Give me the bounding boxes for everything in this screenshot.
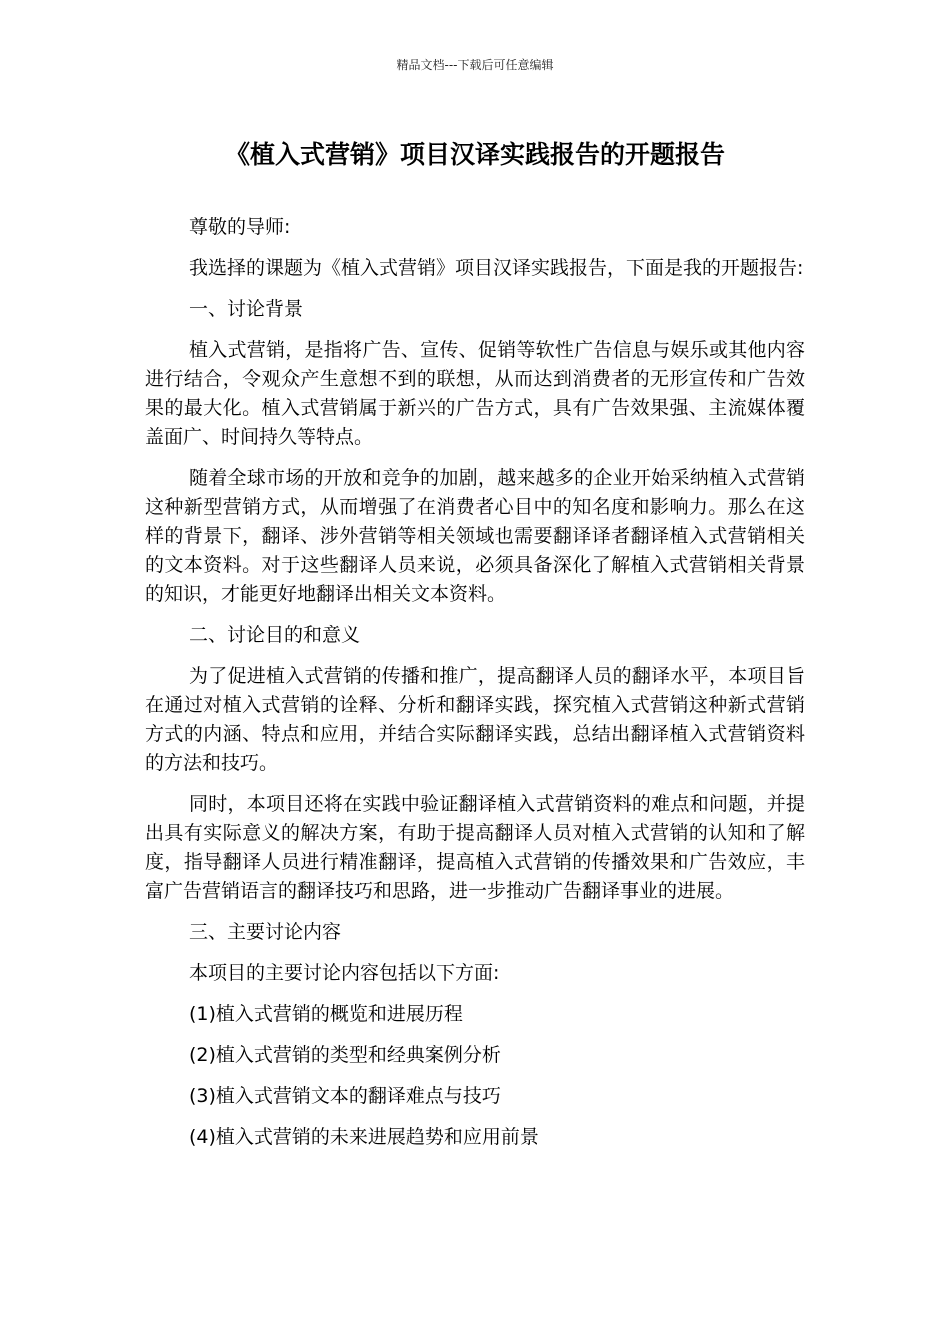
body-paragraph: 本项目的主要讨论内容包括以下方面:	[189, 962, 500, 984]
body-paragraph: 随着全球市场的开放和竞争的加剧，越来越多的企业开始采纳植入式营销这种新型营销方式，从而增强了在消费者心目中的知名度和影响力。那么在这样的背景下，翻译、涉外营销等相关领域也需要翻译译者翻译植入式营销相关的文本资料。对于这些翻译人员来说，必须具备深化了解植入式营销相关背景的知识，才能更好地翻译出相关文本资料。	[145, 467, 805, 605]
body-paragraph: 植入式营销，是指将广告、宣传、促销等软性广告信息与娱乐或其他内容进行结合，令观众产生意想不到的联想，从而达到消费者的无形宣传和广告效果的最大化。植入式营销属于新兴的广告方式，具有广告效果强、主流媒体覆盖面广、时间持久等特点。	[145, 339, 805, 448]
list-item: (2)植入式营销的类型和经典案例分析	[189, 1044, 501, 1066]
document-body	[145, 213, 805, 1164]
body-paragraph: 为了促进植入式营销的传播和推广，提高翻译人员的翻译水平，本项目旨在通过对植入式营销的诠释、分析和翻译实践，探究植入式营销这种新式营销方式的内涵、特点和应用，并结合实际翻译实践，总结出翻译植入式营销资料的方法和技巧。	[145, 665, 805, 774]
list-item: (4)植入式营销的未来进展趋势和应用前景	[189, 1126, 539, 1148]
intro-paragraph: 我选择的课题为《植入式营销》项目汉译实践报告，下面是我的开题报告:	[189, 257, 804, 279]
body-paragraph: 同时，本项目还将在实践中验证翻译植入式营销资料的难点和问题，并提出具有实际意义的解决方案，有助于提高翻译人员对植入式营销的认知和了解度，指导翻译人员进行精准翻译，提高植入式营销的传播效果和广告效应，丰富广告营销语言的翻译技巧和思路，进一步推动广告翻译事业的进展。	[145, 793, 805, 902]
list-item: (3)植入式营销文本的翻译难点与技巧	[189, 1085, 501, 1107]
section-heading-purpose: 二、讨论目的和意义	[189, 624, 361, 646]
list-item: (1)植入式营销的概览和进展历程	[189, 1003, 463, 1025]
salutation: 尊敬的导师:	[189, 216, 291, 238]
document-title: 《植入式营销》项目汉译实践报告的开题报告	[224, 140, 725, 169]
section-heading-background: 一、讨论背景	[189, 298, 304, 320]
section-heading-content: 三、主要讨论内容	[189, 921, 342, 943]
header-note: 精品文档---下载后可任意编辑	[396, 58, 554, 72]
